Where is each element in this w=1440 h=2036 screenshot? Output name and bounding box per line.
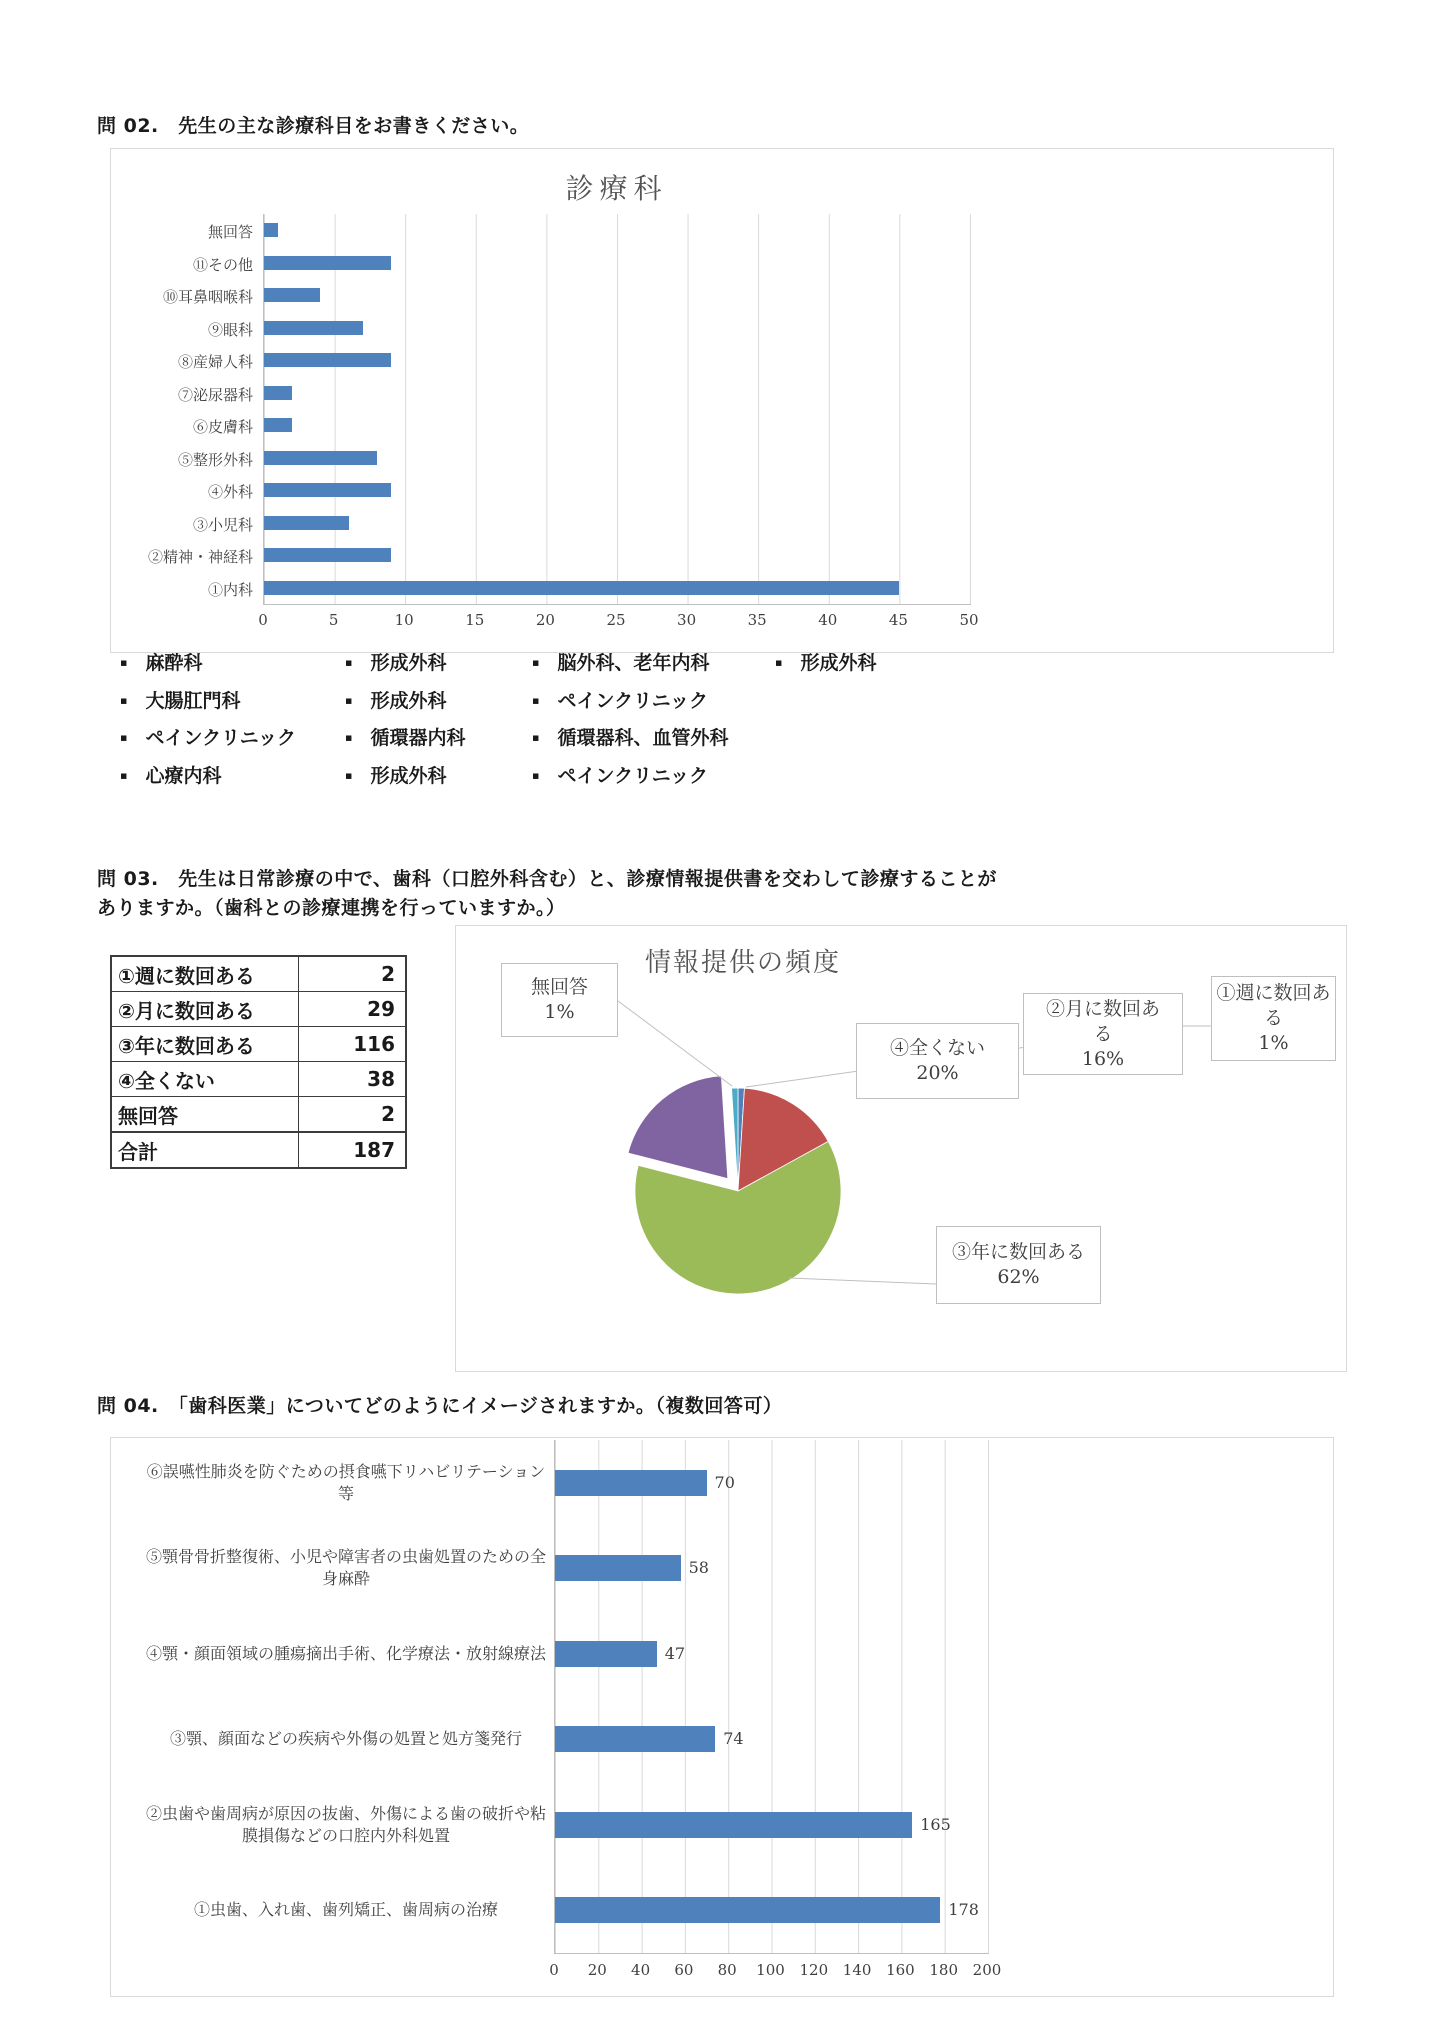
category-label: ④外科 [207, 483, 253, 502]
specialty-item [345, 686, 446, 713]
table-cell-value: 29 [299, 992, 407, 1027]
axis-tick-label: 180 [929, 1961, 959, 1979]
q02-chart-panel [110, 148, 1334, 653]
specialty-item [345, 723, 465, 750]
specialty-item [532, 648, 709, 675]
q03-heading-line1: 問 03. 先生は日常診療の中で、歯科（口腔外科含む）と、診療情報提供書を交わして診療することが [97, 868, 997, 890]
bar [264, 581, 899, 595]
table-cell-label: 合計 [111, 1132, 299, 1168]
table-cell-value: 187 [299, 1132, 407, 1168]
bar-value-label: 70 [714, 1472, 735, 1492]
bullet-icon: ▪ [120, 656, 128, 669]
axis-tick-label: 25 [606, 611, 626, 629]
table-cell-label: ③年に数回ある [111, 1027, 299, 1062]
axis-tick-label: 50 [959, 611, 979, 629]
specialty-label: 心療内科 [145, 764, 222, 787]
bar [264, 516, 349, 530]
callout-leader-line [618, 1001, 732, 1086]
table-row [111, 1097, 406, 1133]
axis-tick-label: 20 [587, 1961, 607, 1979]
specialty-label: 大腸肛門科 [145, 689, 241, 712]
axis-tick-label: 60 [674, 1961, 694, 1979]
specialty-label: 形成外科 [800, 652, 877, 674]
bullet-icon: ▪ [120, 731, 128, 744]
pie-callout-percent: 62% [997, 1266, 1040, 1288]
axis-tick-label: 0 [549, 1961, 559, 1979]
bar [264, 548, 391, 562]
table-cell-value: 2 [299, 1097, 407, 1133]
bar [555, 1555, 681, 1581]
table-row [111, 1062, 406, 1097]
specialty-label: ペインクリニック [557, 689, 708, 712]
specialty-item [120, 686, 240, 713]
specialty-label: 形成外科 [370, 689, 447, 712]
specialty-label: ペインクリニック [145, 727, 296, 749]
bar [264, 288, 320, 302]
category-label: ⑨眼科 [207, 320, 253, 339]
pie-slice [732, 1088, 738, 1191]
pie-callout-box [1023, 993, 1183, 1075]
category-label: ①内科 [207, 580, 253, 599]
bar [555, 1641, 657, 1667]
axis-tick-label: 40 [818, 611, 838, 629]
bullet-icon: ▪ [775, 656, 783, 669]
bar [555, 1897, 940, 1923]
pie-callout-box [501, 963, 618, 1037]
q03-heading-line2: ありますか。（歯科との診療連携を行っていますか。） [97, 897, 566, 919]
specialty-label: ペインクリニック [557, 764, 708, 787]
category-label: ④顎・顔面領域の腫瘍摘出手術、化学療法・放射線療法 [146, 1643, 547, 1663]
category-label: ⑧産婦人科 [177, 353, 253, 372]
specialty-label: 循環器科、血管外科 [557, 727, 729, 749]
q02-chart-title: 診療科 [565, 172, 668, 205]
category-label: ⑦泌尿器科 [177, 385, 253, 404]
pie-callout-label: ②月に数回ある [1045, 997, 1160, 1045]
axis-tick-label: 80 [717, 1961, 737, 1979]
axis-tick-label: 5 [328, 611, 339, 629]
pie-callout-percent: 20% [916, 1062, 959, 1084]
axis-tick-label: 160 [886, 1961, 915, 1979]
specialty-item [775, 648, 876, 675]
bullet-icon: ▪ [345, 656, 353, 669]
category-label: 無回答 [207, 223, 253, 242]
specialty-item [532, 686, 708, 713]
bullet-icon: ▪ [532, 731, 540, 744]
q03-pie-title: 情報提供の頻度 [644, 948, 841, 978]
pie-callout-box [1211, 976, 1336, 1061]
table-row [111, 1027, 406, 1062]
specialty-item [532, 761, 708, 788]
specialty-item [120, 761, 221, 788]
pie-callout-label: ④全くない [889, 1037, 985, 1059]
pie-callout-label: ③年に数回ある [951, 1241, 1085, 1263]
specialty-label: 形成外科 [370, 652, 447, 674]
specialty-label: 循環器内科 [370, 727, 466, 749]
q04-heading: 問 04. 「歯科医業」についてどのようにイメージされますか。（複数回答可） [97, 1395, 783, 1417]
axis-tick-label: 0 [258, 611, 268, 629]
bullet-icon: ▪ [345, 693, 353, 707]
axis-tick-label: 45 [888, 611, 908, 629]
table-cell-value: 116 [299, 1027, 407, 1062]
specialty-item [120, 723, 296, 750]
bar-value-label: 74 [723, 1729, 744, 1749]
table-cell-value: 38 [299, 1062, 407, 1097]
bar [555, 1726, 715, 1752]
pie-callout-box [936, 1226, 1101, 1304]
category-label: ③小児科 [192, 515, 253, 534]
bullet-icon: ▪ [120, 693, 128, 707]
bar-value-label: 58 [688, 1558, 709, 1578]
bar [264, 451, 377, 465]
category-label: ⑩耳鼻咽喉科 [162, 288, 253, 307]
q02-heading: 問 02. 先生の主な診療科目をお書きください。 [97, 115, 530, 137]
pie-callout-label: 無回答 [530, 976, 588, 998]
pie-callout-percent: 16% [1081, 1047, 1125, 1070]
table-cell-value: 2 [299, 956, 407, 992]
q03-frequency-table [110, 955, 407, 1169]
category-label: ②虫歯や歯周病が原因の抜歯、外傷による歯の破折や粘膜損傷などの口腔内外科処置 [146, 1803, 547, 1845]
specialty-item [345, 761, 446, 788]
bar [264, 418, 292, 432]
bullet-icon: ▪ [532, 656, 540, 669]
category-label: ⑪その他 [192, 255, 253, 274]
bullet-icon: ▪ [345, 768, 353, 782]
bullet-icon: ▪ [345, 731, 353, 744]
bar [264, 483, 391, 497]
pie-callout-percent: 1% [1258, 1032, 1289, 1054]
specialty-item [120, 648, 202, 675]
q03-pie-panel [455, 925, 1347, 1372]
bar-value-label: 178 [948, 1900, 979, 1920]
bar [264, 386, 292, 400]
bullet-icon: ▪ [532, 693, 540, 707]
category-label: ①虫歯、入れ歯、歯列矯正、歯周病の治療 [193, 1900, 498, 1920]
bullet-icon: ▪ [120, 768, 128, 782]
table-cell-label: ②月に数回ある [111, 992, 299, 1027]
specialty-label: 麻酔科 [145, 652, 203, 674]
specialty-item [345, 648, 446, 675]
bar [264, 353, 391, 367]
axis-tick-label: 200 [972, 1961, 1002, 1979]
pie-callout-label: ①週に数回ある [1216, 982, 1331, 1029]
bar-value-label: 165 [920, 1814, 951, 1834]
specialty-label: 脳外科、老年内科 [557, 652, 710, 674]
category-label: ⑥誤嚥性肺炎を防ぐための摂食嚥下リハビリテーション等 [146, 1461, 546, 1503]
axis-tick-label: 30 [677, 611, 697, 629]
table-cell-label: ①週に数回ある [111, 956, 299, 992]
pie-slice [628, 1076, 728, 1179]
axis-tick-label: 120 [799, 1961, 829, 1979]
table-cell-label: 無回答 [111, 1097, 299, 1133]
specialty-item [532, 723, 728, 750]
axis-tick-label: 100 [756, 1961, 785, 1979]
axis-tick-label: 40 [631, 1961, 651, 1979]
q02-plot [263, 214, 971, 605]
table-row [111, 1132, 406, 1168]
bar [555, 1812, 912, 1838]
category-label: ⑥皮膚科 [192, 418, 253, 437]
bar [264, 321, 363, 335]
axis-tick-label: 20 [535, 611, 555, 629]
table-cell-label: ④全くない [111, 1062, 299, 1097]
axis-tick-label: 10 [394, 611, 414, 629]
category-label: ⑤顎骨骨折整復術、小児や障害者の虫歯処置のための全身麻酔 [146, 1547, 547, 1589]
q04-plot [554, 1440, 989, 1954]
axis-tick-label: 140 [842, 1961, 872, 1979]
bar-value-label: 47 [664, 1643, 686, 1663]
table-row [111, 992, 406, 1027]
pie-callout-percent: 1% [544, 1001, 575, 1023]
bullet-icon: ▪ [532, 768, 540, 782]
bar [555, 1470, 707, 1496]
specialty-label: 形成外科 [370, 764, 447, 787]
bar [264, 223, 278, 237]
table-row [111, 956, 406, 992]
pie-callout-box [856, 1023, 1019, 1099]
category-label: ③顎、顔面などの疾病や外傷の処置と処方箋発行 [169, 1729, 522, 1749]
axis-tick-label: 35 [747, 611, 767, 629]
q04-chart-panel [110, 1437, 1334, 1997]
callout-leader-line [789, 1278, 936, 1284]
category-label: ⑤整形外科 [177, 450, 253, 469]
axis-tick-label: 15 [465, 611, 485, 629]
category-label: ②精神・神経科 [147, 548, 253, 567]
bar [264, 256, 391, 270]
